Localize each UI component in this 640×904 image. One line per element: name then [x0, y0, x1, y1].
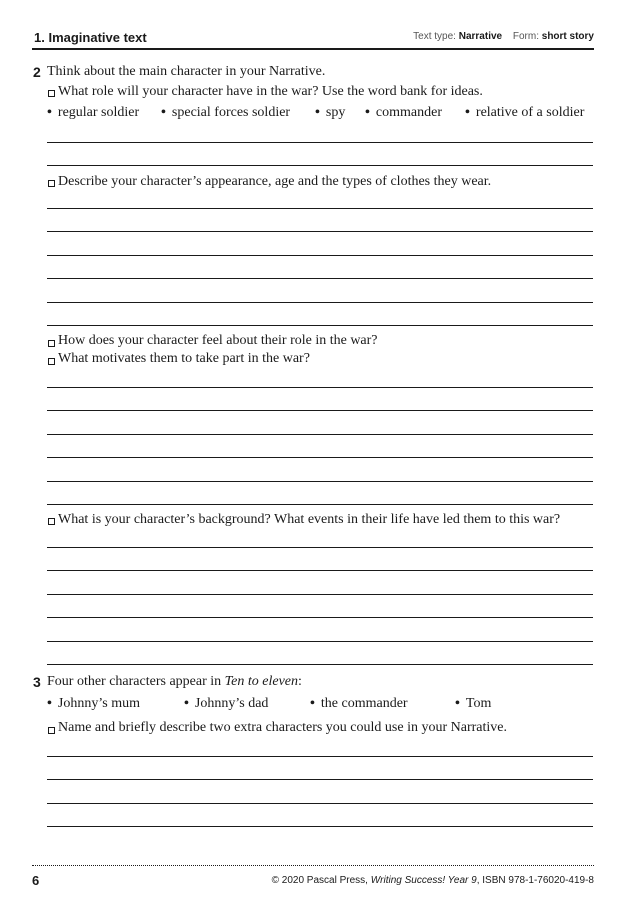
writing-line[interactable] [47, 803, 593, 804]
writing-line[interactable] [47, 481, 593, 482]
page-footer [32, 865, 594, 895]
writing-line[interactable] [47, 826, 593, 827]
question-3-intro: Four other characters appear in Ten to eleven: [47, 674, 302, 689]
character-item: • the commander [310, 696, 408, 711]
word-bank-item: • spy [315, 105, 346, 120]
square-bullet-icon [48, 727, 55, 734]
writing-line[interactable] [47, 594, 593, 595]
text-type-meta [413, 31, 594, 42]
text-type-value: Narrative [458, 31, 503, 42]
form-value: short story [541, 31, 594, 42]
writing-line[interactable] [47, 617, 593, 618]
square-bullet-icon [48, 90, 55, 97]
prompt-extra-characters: Name and briefly describe two extra characters you could use in your Narrative. [58, 720, 507, 735]
writing-line[interactable] [47, 255, 593, 256]
writing-line[interactable] [47, 457, 593, 458]
writing-line[interactable] [47, 165, 593, 166]
page-number: 6 [32, 873, 40, 888]
prompt-background: What is your character’s background? What events in their life have led them to this war? [58, 512, 561, 527]
writing-line[interactable] [47, 641, 593, 642]
word-bank-item: • commander [365, 105, 442, 120]
writing-line[interactable] [47, 142, 593, 143]
writing-line[interactable] [47, 756, 593, 757]
word-bank-item: • regular soldier [47, 105, 140, 120]
writing-line[interactable] [47, 664, 593, 665]
question-3-number: 3 [33, 674, 41, 690]
word-bank-item: • relative of a soldier [465, 105, 585, 120]
prompt-role: What role will your character have in the war? Use the word bank for ideas. [58, 84, 483, 99]
writing-line[interactable] [47, 231, 593, 232]
writing-line[interactable] [47, 547, 593, 548]
question-2-number: 2 [33, 64, 41, 80]
writing-line[interactable] [47, 434, 593, 435]
writing-line[interactable] [47, 570, 593, 571]
writing-line[interactable] [47, 208, 593, 209]
copyright: © 2020 Pascal Press, Writing Success! Year 9, ISBN 978-1-76020-419-8 [271, 875, 594, 886]
writing-line[interactable] [47, 504, 593, 505]
square-bullet-icon [48, 518, 55, 525]
square-bullet-icon [48, 340, 55, 347]
question-2-intro: Think about the main character in your Narrative. [47, 64, 326, 79]
writing-line[interactable] [47, 278, 593, 279]
writing-line[interactable] [47, 302, 593, 303]
footer-divider [32, 865, 594, 866]
writing-line[interactable] [47, 410, 593, 411]
prompt-feel: How does your character feel about their role in the war? [58, 333, 378, 348]
section-title: 1. Imaginative text [34, 30, 147, 45]
prompt-motivate: What motivates them to take part in the war? [58, 351, 310, 366]
character-item: • Tom [455, 696, 492, 711]
character-item: • Johnny’s mum [47, 696, 140, 711]
word-bank-item: • special forces soldier [161, 105, 291, 120]
header-rule [32, 48, 594, 50]
prompt-appearance: Describe your character’s appearance, age and the types of clothes they wear. [58, 174, 492, 189]
writing-line[interactable] [47, 779, 593, 780]
form-label: Form: [512, 31, 539, 42]
page-header [32, 30, 594, 48]
character-item: • Johnny’s dad [184, 696, 269, 711]
square-bullet-icon [48, 180, 55, 187]
writing-line[interactable] [47, 387, 593, 388]
square-bullet-icon [48, 358, 55, 365]
text-type-label: Text type: [413, 31, 456, 42]
writing-line[interactable] [47, 325, 593, 326]
